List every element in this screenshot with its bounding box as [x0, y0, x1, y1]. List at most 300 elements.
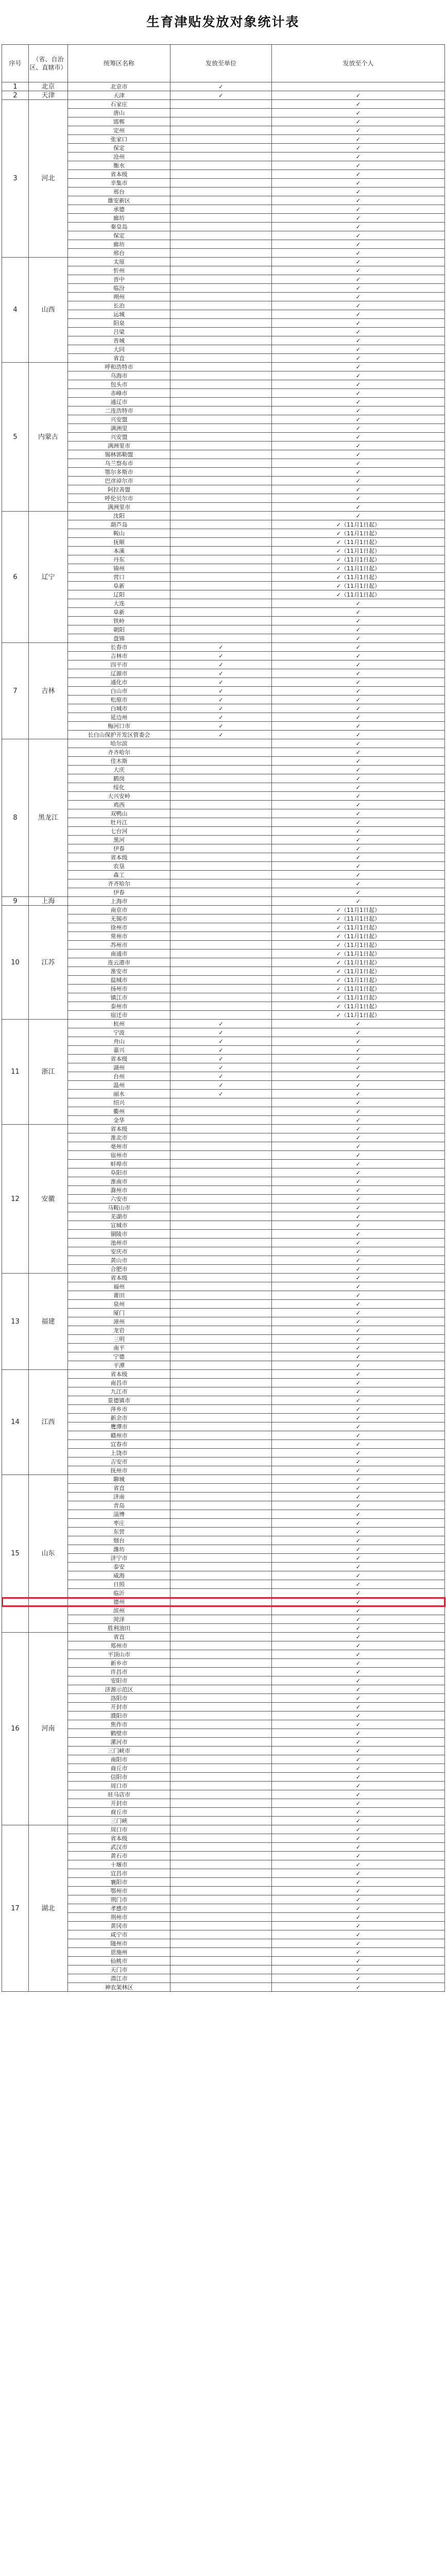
unit-mark — [170, 818, 272, 827]
unit-mark — [170, 906, 272, 914]
city-name: 丽水 — [68, 1090, 170, 1098]
city-name: 朝阳 — [68, 625, 170, 634]
table-row — [2, 932, 445, 941]
table-row — [2, 704, 445, 713]
city-name: 宣城市 — [68, 1221, 170, 1230]
table-row — [2, 1405, 445, 1414]
table-row — [2, 853, 445, 862]
unit-mark — [170, 170, 272, 179]
unit-mark — [170, 1755, 272, 1764]
person-mark: ✓ — [272, 1133, 445, 1142]
table-row — [2, 1519, 445, 1528]
person-mark: ✓ — [272, 109, 445, 117]
table-row — [2, 82, 445, 91]
person-mark: ✓ — [272, 494, 445, 503]
unit-mark — [170, 1458, 272, 1466]
table-row — [2, 1799, 445, 1808]
table-row — [2, 1387, 445, 1396]
person-mark: ✓ — [272, 1037, 445, 1046]
person-mark: ✓ — [272, 1878, 445, 1887]
unit-mark — [170, 1790, 272, 1799]
city-name: 乌海市 — [68, 371, 170, 380]
unit-mark — [170, 809, 272, 818]
city-name: 福州 — [68, 1282, 170, 1291]
unit-mark — [170, 1300, 272, 1309]
person-mark: ✓ — [272, 117, 445, 126]
table-row — [2, 371, 445, 380]
person-mark: ✓ — [272, 1563, 445, 1571]
person-mark: ✓ — [272, 293, 445, 301]
person-mark: ✓ — [272, 1624, 445, 1633]
person-mark: ✓ — [272, 888, 445, 897]
table-row — [2, 433, 445, 442]
city-name: 无锡市 — [68, 914, 170, 923]
unit-mark — [170, 161, 272, 170]
table-row — [2, 1168, 445, 1177]
city-name: 淮安市 — [68, 967, 170, 976]
province-name: 内蒙古 — [29, 363, 68, 512]
table-row — [2, 1142, 445, 1151]
header-city: 统筹区名称 — [68, 45, 170, 82]
table-row — [2, 923, 445, 932]
unit-mark — [170, 345, 272, 354]
table-row — [2, 1247, 445, 1256]
city-name: 厦门 — [68, 1309, 170, 1317]
unit-mark: ✓ — [170, 652, 272, 660]
unit-mark — [170, 459, 272, 468]
table-row — [2, 389, 445, 398]
province-name: 山东 — [29, 1475, 68, 1633]
city-name: 乌兰察布市 — [68, 459, 170, 468]
city-name: 梅河口市 — [68, 722, 170, 731]
table-row — [2, 1037, 445, 1046]
unit-mark — [170, 1449, 272, 1458]
person-mark: ✓ — [272, 1843, 445, 1852]
person-mark: ✓ — [272, 1598, 445, 1606]
city-name: 满洲里 — [68, 424, 170, 433]
table-row — [2, 941, 445, 950]
unit-mark — [170, 1528, 272, 1536]
city-name: 大同 — [68, 345, 170, 354]
table-row — [2, 1072, 445, 1081]
unit-mark — [170, 1352, 272, 1361]
unit-mark — [170, 1317, 272, 1326]
table-row — [2, 512, 445, 520]
unit-mark — [170, 1545, 272, 1554]
table-row — [2, 1317, 445, 1326]
table-row — [2, 1738, 445, 1747]
unit-mark — [170, 494, 272, 503]
table-row — [2, 275, 445, 284]
unit-mark — [170, 406, 272, 415]
city-name: 九江市 — [68, 1387, 170, 1396]
city-name: 双鸭山 — [68, 809, 170, 818]
unit-mark — [170, 1764, 272, 1773]
city-name: 萍乡市 — [68, 1405, 170, 1414]
unit-mark — [170, 266, 272, 275]
person-mark: ✓ — [272, 1396, 445, 1405]
table-row — [2, 1475, 445, 1484]
table-row — [2, 1755, 445, 1764]
table-row — [2, 1983, 445, 1992]
table-row — [2, 1422, 445, 1431]
unit-mark — [170, 415, 272, 424]
city-name: 莆田 — [68, 1291, 170, 1300]
table-row — [2, 188, 445, 196]
person-mark: ✓ — [272, 442, 445, 450]
city-name: 廊坊 — [68, 214, 170, 223]
city-name: 二连浩特市 — [68, 406, 170, 415]
table-row — [2, 757, 445, 766]
table-row — [2, 958, 445, 967]
table-row — [2, 1046, 445, 1055]
person-mark: ✓ — [272, 1904, 445, 1913]
unit-mark — [170, 1265, 272, 1274]
person-mark: ✓ — [272, 363, 445, 371]
person-mark: ✓（11月1日起） — [272, 906, 445, 914]
unit-mark — [170, 144, 272, 152]
person-mark: ✓ — [272, 643, 445, 652]
city-name: 商丘市 — [68, 1808, 170, 1817]
unit-mark — [170, 1694, 272, 1703]
province-name: 北京 — [29, 82, 68, 91]
unit-mark: ✓ — [170, 643, 272, 652]
person-mark: ✓ — [272, 354, 445, 363]
person-mark: ✓ — [272, 1703, 445, 1711]
table-row — [2, 617, 445, 625]
person-mark: ✓ — [272, 1571, 445, 1580]
person-mark: ✓ — [272, 1633, 445, 1641]
unit-mark: ✓ — [170, 82, 272, 91]
table-row — [2, 319, 445, 328]
unit-mark: ✓ — [170, 696, 272, 704]
row-number: 13 — [2, 1274, 29, 1370]
unit-mark — [170, 284, 272, 293]
city-name: 泉州 — [68, 1300, 170, 1309]
row-number: 8 — [2, 739, 29, 897]
province-name: 浙江 — [29, 1020, 68, 1125]
unit-mark — [170, 310, 272, 319]
city-name: 阜阳市 — [68, 1168, 170, 1177]
city-name: 周口市 — [68, 1782, 170, 1790]
table-row — [2, 993, 445, 1002]
unit-mark — [170, 1606, 272, 1615]
person-mark: ✓ — [272, 1247, 445, 1256]
city-name: 天津 — [68, 91, 170, 100]
city-name: 本溪 — [68, 547, 170, 555]
city-name: 鄂尔多斯市 — [68, 468, 170, 477]
unit-mark — [170, 1598, 272, 1606]
city-name: 四平市 — [68, 660, 170, 669]
unit-mark — [170, 564, 272, 573]
city-name: 大连 — [68, 599, 170, 608]
city-name: 兴安盟 — [68, 415, 170, 424]
person-mark: ✓ — [272, 1475, 445, 1484]
unit-mark: ✓ — [170, 91, 272, 100]
person-mark: ✓ — [272, 1440, 445, 1449]
unit-mark — [170, 1335, 272, 1344]
unit-mark — [170, 1422, 272, 1431]
table-row — [2, 1606, 445, 1615]
unit-mark — [170, 1142, 272, 1151]
table-row — [2, 573, 445, 582]
table-row — [2, 1974, 445, 1983]
table-row — [2, 1965, 445, 1974]
person-mark: ✓ — [272, 1790, 445, 1799]
person-mark: ✓ — [272, 879, 445, 888]
unit-mark — [170, 319, 272, 328]
table-row — [2, 871, 445, 879]
city-name: 铜陵市 — [68, 1230, 170, 1239]
table-row — [2, 1536, 445, 1545]
table-row — [2, 1011, 445, 1020]
city-name: 上海市 — [68, 897, 170, 906]
person-mark: ✓ — [272, 836, 445, 844]
table-row — [2, 196, 445, 205]
person-mark: ✓ — [272, 1177, 445, 1186]
unit-mark — [170, 214, 272, 223]
unit-mark — [170, 783, 272, 792]
table-row — [2, 590, 445, 599]
city-name: 吕梁 — [68, 328, 170, 336]
unit-mark — [170, 555, 272, 564]
unit-mark — [170, 1344, 272, 1352]
person-mark: ✓ — [272, 801, 445, 809]
unit-mark — [170, 888, 272, 897]
table-row — [2, 503, 445, 512]
unit-mark: ✓ — [170, 1046, 272, 1055]
table-row — [2, 818, 445, 827]
province-name: 河南 — [29, 1633, 68, 1825]
city-name: 连云港市 — [68, 958, 170, 967]
unit-mark — [170, 1107, 272, 1116]
person-mark: ✓ — [272, 1028, 445, 1037]
city-name: 农垦 — [68, 862, 170, 871]
unit-mark — [170, 179, 272, 188]
person-mark: ✓ — [272, 477, 445, 485]
unit-mark — [170, 958, 272, 967]
unit-mark — [170, 1895, 272, 1904]
person-mark: ✓ — [272, 1965, 445, 1974]
person-mark: ✓ — [272, 1720, 445, 1729]
unit-mark — [170, 1641, 272, 1650]
person-mark: ✓（11月1日起） — [272, 520, 445, 529]
person-mark: ✓（11月1日起） — [272, 538, 445, 547]
city-name: 神农架林区 — [68, 1983, 170, 1992]
unit-mark: ✓ — [170, 1028, 272, 1037]
unit-mark — [170, 1230, 272, 1239]
table-row — [2, 1589, 445, 1598]
city-name: 宁波 — [68, 1028, 170, 1037]
unit-mark — [170, 573, 272, 582]
city-name: 新余市 — [68, 1414, 170, 1422]
table-row — [2, 249, 445, 258]
city-name: 镇江市 — [68, 993, 170, 1002]
unit-mark — [170, 1711, 272, 1720]
table-row — [2, 687, 445, 696]
city-name: 滨州 — [68, 1606, 170, 1615]
unit-mark — [170, 1633, 272, 1641]
table-row — [2, 135, 445, 144]
city-name: 邯郸 — [68, 117, 170, 126]
unit-mark — [170, 1615, 272, 1624]
person-mark: ✓ — [272, 1195, 445, 1204]
unit-mark — [170, 1405, 272, 1414]
table-row — [2, 1466, 445, 1475]
person-mark: ✓ — [272, 1107, 445, 1116]
table-row — [2, 1055, 445, 1063]
unit-mark — [170, 1186, 272, 1195]
person-mark: ✓ — [272, 91, 445, 100]
table-row — [2, 328, 445, 336]
city-name: 焦作市 — [68, 1720, 170, 1729]
unit-mark — [170, 801, 272, 809]
table-row — [2, 450, 445, 459]
unit-mark — [170, 1519, 272, 1528]
person-mark: ✓（11月1日起） — [272, 555, 445, 564]
table-row — [2, 459, 445, 468]
unit-mark — [170, 1011, 272, 1020]
city-name: 省直 — [68, 354, 170, 363]
city-name: 烟台 — [68, 1536, 170, 1545]
unit-mark — [170, 1834, 272, 1843]
person-mark: ✓ — [272, 459, 445, 468]
unit-mark — [170, 1624, 272, 1633]
person-mark: ✓（11月1日起） — [272, 950, 445, 958]
unit-mark — [170, 1160, 272, 1168]
city-name: 保定 — [68, 231, 170, 240]
city-name: 沈阳 — [68, 512, 170, 520]
unit-mark — [170, 1309, 272, 1317]
city-name: 濮阳市 — [68, 1711, 170, 1720]
city-name: 丹东 — [68, 555, 170, 564]
table-row — [2, 1641, 445, 1650]
unit-mark — [170, 223, 272, 231]
person-mark: ✓ — [272, 275, 445, 284]
city-name: 齐齐哈尔 — [68, 879, 170, 888]
unit-mark — [170, 442, 272, 450]
person-mark: ✓ — [272, 1545, 445, 1554]
province-name: 江苏 — [29, 906, 68, 1020]
unit-mark — [170, 109, 272, 117]
table-row — [2, 1125, 445, 1133]
person-mark: ✓ — [272, 1659, 445, 1668]
person-mark: ✓ — [272, 1387, 445, 1396]
table-row — [2, 1650, 445, 1659]
city-name: 吉林市 — [68, 652, 170, 660]
table-row — [2, 520, 445, 529]
person-mark: ✓ — [272, 389, 445, 398]
person-mark: ✓ — [272, 1212, 445, 1221]
unit-mark — [170, 1125, 272, 1133]
person-mark: ✓ — [272, 415, 445, 424]
city-name: 南平 — [68, 1344, 170, 1352]
table-row — [2, 766, 445, 774]
province-name: 山西 — [29, 258, 68, 363]
city-name: 胜利油田 — [68, 1624, 170, 1633]
person-mark: ✓ — [272, 1221, 445, 1230]
table-row — [2, 1177, 445, 1186]
unit-mark — [170, 1195, 272, 1204]
unit-mark — [170, 1177, 272, 1186]
unit-mark — [170, 503, 272, 512]
row-number: 4 — [2, 258, 29, 363]
row-number: 12 — [2, 1125, 29, 1274]
unit-mark — [170, 617, 272, 625]
person-mark: ✓ — [272, 1808, 445, 1817]
unit-mark — [170, 100, 272, 109]
city-name: 衢州 — [68, 1107, 170, 1116]
city-name: 长白山保护开发区管委会 — [68, 731, 170, 739]
table-row — [2, 152, 445, 161]
unit-mark — [170, 1843, 272, 1852]
person-mark: ✓ — [272, 205, 445, 214]
unit-mark: ✓ — [170, 1081, 272, 1090]
city-name: 三门峡 — [68, 1817, 170, 1825]
unit-mark — [170, 748, 272, 757]
city-name: 淮南市 — [68, 1177, 170, 1186]
person-mark: ✓ — [272, 1554, 445, 1563]
unit-mark — [170, 1387, 272, 1396]
unit-mark: ✓ — [170, 660, 272, 669]
city-name: 潜江市 — [68, 1974, 170, 1983]
unit-mark — [170, 1948, 272, 1957]
city-name: 哈尔滨 — [68, 739, 170, 748]
table-row — [2, 1711, 445, 1720]
table-row — [2, 774, 445, 783]
unit-mark — [170, 827, 272, 836]
city-name: 盘锦 — [68, 634, 170, 643]
city-name: 咸宁市 — [68, 1930, 170, 1939]
person-mark — [272, 82, 445, 91]
table-row — [2, 223, 445, 231]
city-name: 新乡市 — [68, 1659, 170, 1668]
unit-mark — [170, 1747, 272, 1755]
table-row — [2, 1668, 445, 1676]
city-name: 黄山市 — [68, 1256, 170, 1265]
unit-mark — [170, 871, 272, 879]
unit-mark — [170, 1431, 272, 1440]
unit-mark — [170, 1098, 272, 1107]
unit-mark: ✓ — [170, 1090, 272, 1098]
city-name: 滁州市 — [68, 1186, 170, 1195]
city-name: 宜昌市 — [68, 1869, 170, 1878]
person-mark: ✓ — [272, 1098, 445, 1107]
city-name: 满洲里市 — [68, 442, 170, 450]
person-mark: ✓ — [272, 1668, 445, 1676]
city-name: 宁德 — [68, 1352, 170, 1361]
unit-mark — [170, 1282, 272, 1291]
unit-mark — [170, 923, 272, 932]
unit-mark — [170, 941, 272, 950]
person-mark: ✓ — [272, 1738, 445, 1747]
person-mark: ✓ — [272, 1711, 445, 1720]
person-mark: ✓ — [272, 1676, 445, 1685]
table-row — [2, 1869, 445, 1878]
person-mark: ✓ — [272, 853, 445, 862]
table-row — [2, 144, 445, 152]
table-row — [2, 888, 445, 897]
person-mark: ✓ — [272, 485, 445, 494]
unit-mark — [170, 547, 272, 555]
person-mark: ✓ — [272, 1913, 445, 1922]
unit-mark — [170, 188, 272, 196]
city-name: 聊城 — [68, 1475, 170, 1484]
table-row — [2, 1825, 445, 1834]
unit-mark — [170, 792, 272, 801]
city-name: 日照 — [68, 1580, 170, 1589]
unit-mark — [170, 1370, 272, 1379]
